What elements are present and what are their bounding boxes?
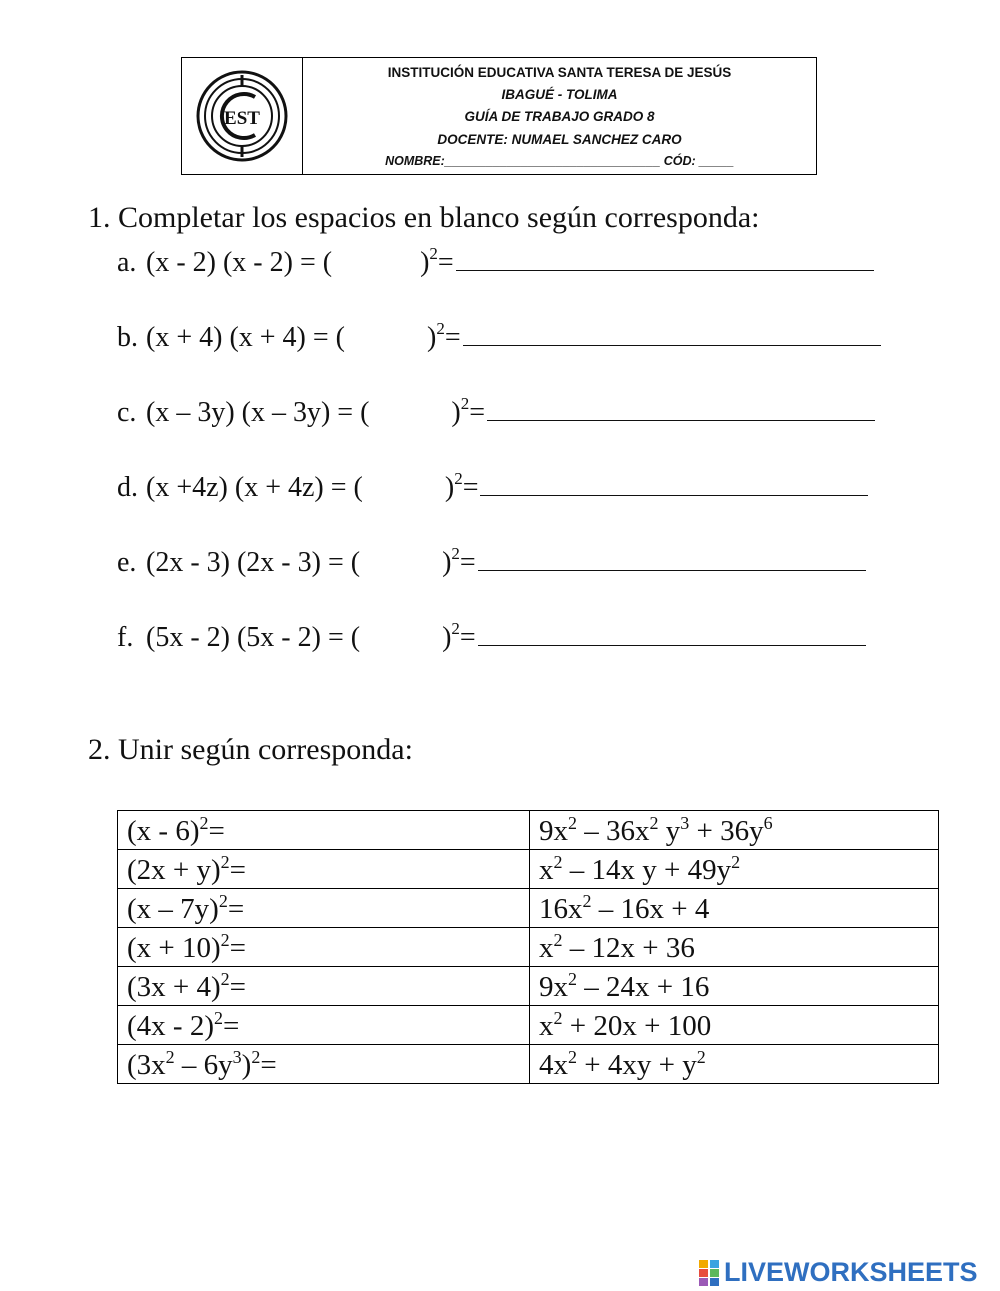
right-expression-text: y	[658, 815, 681, 847]
left-expression-text: =	[229, 854, 247, 886]
exponent: 2	[220, 852, 230, 872]
left-expression-text: )	[241, 1049, 252, 1081]
left-expression-text: (2x + y)	[127, 854, 221, 886]
left-expression-text: (x + 10)	[127, 932, 221, 964]
match-right-cell[interactable]	[530, 811, 939, 850]
match-right-cell[interactable]	[530, 850, 939, 889]
left-expression-text: – 6y	[174, 1049, 233, 1081]
matching-table	[117, 810, 939, 1084]
answer-blank[interactable]	[487, 396, 875, 421]
equals-sign: =	[444, 322, 461, 353]
exercise-label: e.	[117, 547, 137, 578]
left-expression-text: =	[260, 1049, 277, 1081]
table-row	[118, 1045, 939, 1084]
table-row	[118, 811, 939, 850]
exponent: 2	[165, 1047, 175, 1067]
school-logo-icon	[195, 69, 289, 163]
exercise-f	[117, 621, 866, 652]
logo-letters: EST	[224, 108, 260, 129]
answer-blank[interactable]	[456, 246, 874, 271]
match-left-cell[interactable]	[118, 889, 530, 928]
right-expression-text: + 36y	[689, 815, 764, 847]
table-row	[118, 967, 939, 1006]
equals-sign: =	[469, 397, 486, 428]
left-expression-text: =	[208, 815, 225, 847]
left-expression-text: (x - 6)	[127, 815, 200, 847]
left-expression-text: (3x + 4)	[127, 971, 221, 1003]
table-row	[118, 850, 939, 889]
match-left-cell[interactable]	[118, 928, 530, 967]
right-expression-text: – 36x	[577, 815, 650, 847]
right-expression-text: x	[539, 854, 554, 886]
exponent: 2	[582, 891, 592, 911]
teacher-name: DOCENTE: NUMAEL SANCHEZ CARO	[437, 131, 682, 147]
exponent: 2	[436, 319, 445, 338]
exercise-label: a.	[117, 247, 137, 278]
exponent: 2	[568, 813, 577, 833]
left-expression-text: =	[222, 1010, 240, 1042]
exercise-expression: (2x - 3) (2x - 3) = (	[146, 547, 361, 578]
left-expression-text: =	[229, 932, 247, 964]
institution-name: INSTITUCIÓN EDUCATIVA SANTA TERESA DE JESÚS	[387, 64, 732, 80]
right-expression-text: x	[539, 932, 554, 964]
exponent: 2	[220, 969, 230, 989]
exponent: 2	[213, 1008, 223, 1028]
exercise-label: b.	[117, 322, 138, 353]
school-logo-cell	[182, 58, 303, 174]
table-row	[118, 928, 939, 967]
exponent: 3	[232, 1047, 242, 1067]
liveworksheets-logo-icon	[698, 1259, 722, 1287]
exponent: 2	[251, 1047, 261, 1067]
exercise-a	[117, 246, 874, 277]
equals-sign: =	[459, 622, 476, 653]
right-expression-text: – 24x + 16	[577, 971, 710, 1003]
close-paren: )	[420, 247, 430, 278]
close-paren: )	[442, 622, 452, 653]
close-paren: )	[442, 547, 452, 578]
exercise-expression: (5x - 2) (5x - 2) = (	[146, 622, 361, 653]
right-expression-text: x	[539, 1010, 554, 1042]
equals-sign: =	[462, 472, 479, 503]
equals-sign: =	[437, 247, 454, 278]
exponent: 2	[649, 813, 659, 833]
question-2-text: Unir según corresponda:	[118, 733, 413, 766]
match-left-cell[interactable]	[118, 967, 530, 1006]
exponent: 2	[553, 852, 563, 872]
exponent: 3	[680, 813, 690, 833]
exponent: 2	[451, 544, 460, 563]
answer-blank[interactable]	[480, 471, 868, 496]
header-box	[181, 57, 817, 175]
question-2-number: 2.	[88, 733, 111, 766]
match-right-cell[interactable]	[530, 1045, 939, 1084]
answer-blank[interactable]	[478, 621, 866, 646]
right-expression-text: – 12x + 36	[562, 932, 695, 964]
exponent: 2	[731, 852, 741, 872]
liveworksheets-brand[interactable]	[698, 1257, 978, 1288]
exponent: 2	[553, 930, 563, 950]
left-expression-text: =	[229, 971, 247, 1003]
equals-sign: =	[459, 547, 476, 578]
match-right-cell[interactable]	[530, 1006, 939, 1045]
table-row	[118, 1006, 939, 1045]
guide-title: GUÍA DE TRABAJO GRADO 8	[464, 109, 655, 125]
exponent: 2	[429, 244, 438, 263]
left-expression-text: =	[227, 893, 245, 925]
close-paren: )	[427, 322, 437, 353]
question-2-title	[88, 733, 413, 767]
answer-blank[interactable]	[463, 321, 881, 346]
header-info	[303, 58, 816, 174]
brand-text: LIVEWORKSHEETS	[724, 1257, 978, 1287]
exercise-label: c.	[117, 397, 137, 428]
exercise-label: d.	[117, 472, 138, 503]
exponent: 2	[451, 619, 460, 638]
answer-blank[interactable]	[478, 546, 866, 571]
exercise-expression: (x – 3y) (x – 3y) = (	[146, 397, 370, 428]
exponent: 2	[218, 891, 228, 911]
match-left-cell[interactable]	[118, 850, 530, 889]
right-expression-text: 4x	[539, 1049, 568, 1081]
city-name: IBAGUÉ - TOLIMA	[501, 87, 618, 103]
right-expression-text: – 16x + 4	[591, 893, 710, 925]
close-paren: )	[451, 397, 461, 428]
left-expression-text: (x – 7y)	[127, 893, 219, 925]
exercise-label: f.	[117, 622, 134, 653]
question-1-title	[88, 201, 759, 235]
exercise-e	[117, 546, 866, 577]
match-right-cell[interactable]	[530, 889, 939, 928]
match-left-cell[interactable]	[118, 1006, 530, 1045]
match-left-cell[interactable]	[118, 1045, 530, 1084]
right-expression-text: 9x	[539, 815, 568, 847]
exponent: 2	[460, 394, 470, 413]
exercise-expression: (x + 4) (x + 4) = (	[146, 322, 345, 353]
match-left-cell[interactable]	[118, 811, 530, 850]
exponent: 2	[553, 1008, 563, 1028]
exercise-d	[117, 471, 868, 502]
exponent: 2	[696, 1047, 706, 1067]
exponent: 2	[220, 930, 230, 950]
exercise-expression: (x +4z) (x + 4z) = (	[146, 472, 363, 503]
right-expression-text: 9x	[539, 971, 568, 1003]
match-right-cell[interactable]	[530, 967, 939, 1006]
question-1-text: Completar los espacios en blanco según corresponda:	[118, 201, 760, 234]
question-1-number: 1.	[88, 201, 111, 234]
left-expression-text: (4x - 2)	[127, 1010, 214, 1042]
student-name-field[interactable]: NOMBRE:_______________________________ CÓD: _____	[385, 154, 734, 169]
left-expression-text: (3x	[127, 1049, 166, 1081]
exponent: 6	[763, 813, 773, 833]
exponent: 2	[454, 469, 463, 488]
right-expression-text: 16x	[539, 893, 583, 925]
close-paren: )	[444, 472, 455, 503]
match-right-cell[interactable]	[530, 928, 939, 967]
exponent: 2	[568, 1047, 577, 1067]
exercise-c	[117, 396, 875, 427]
exercise-b	[117, 321, 881, 352]
exercise-expression: (x - 2) (x - 2) = (	[146, 247, 333, 278]
right-expression-text: + 4xy + y	[577, 1049, 697, 1081]
exponent: 2	[568, 969, 577, 989]
right-expression-text: + 20x + 100	[562, 1010, 712, 1042]
right-expression-text: – 14x y + 49y	[562, 854, 732, 886]
exponent: 2	[199, 813, 209, 833]
table-row	[118, 889, 939, 928]
